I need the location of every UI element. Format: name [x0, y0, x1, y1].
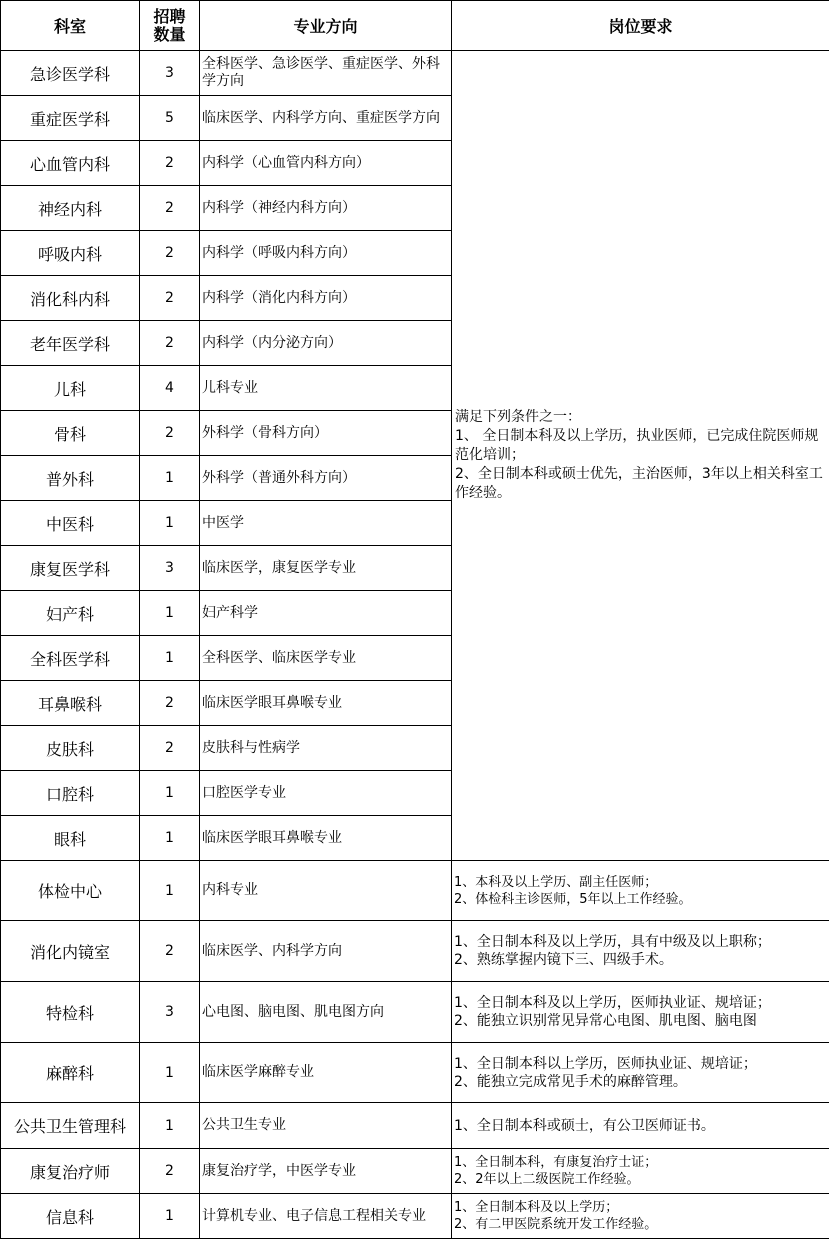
major-cell: 临床医学，康复医学专业 [200, 546, 452, 591]
dept-cell: 公共卫生管理科 [1, 1103, 140, 1149]
table-row [1, 1103, 829, 1149]
header-count-line2: 数量 [140, 26, 199, 44]
count-cell: 1 [140, 771, 200, 816]
requirement-cell: 1、全日制本科及以上学历； 2、有二甲医院系统开发工作经验。 [452, 1194, 829, 1239]
table-row [1, 1043, 829, 1103]
dept-cell: 重症医学科 [1, 96, 140, 141]
count-cell: 2 [140, 1149, 200, 1194]
requirement-cell: 1、全日制本科及以上学历，具有中级及以上职称； 2、熟练掌握内镜下三、四级手术。 [452, 921, 829, 982]
dept-cell: 全科医学科 [1, 636, 140, 681]
count-cell: 1 [140, 501, 200, 546]
count-cell: 1 [140, 591, 200, 636]
header-requirement: 岗位要求 [452, 1, 829, 51]
major-cell: 临床医学眼耳鼻喉专业 [200, 816, 452, 861]
requirement-cell: 1、全日制本科以上学历，医师执业证、规培证； 2、能独立完成常见手术的麻醉管理。 [452, 1043, 829, 1103]
count-cell: 1 [140, 456, 200, 501]
count-cell: 4 [140, 366, 200, 411]
count-cell: 2 [140, 321, 200, 366]
count-cell: 2 [140, 681, 200, 726]
dept-cell: 急诊医学科 [1, 51, 140, 96]
dept-cell: 消化内镜室 [1, 921, 140, 982]
table-row [1, 982, 829, 1043]
header-major: 专业方向 [200, 1, 452, 51]
requirement-cell: 1、全日制本科或硕士，有公卫医师证书。 [452, 1103, 829, 1149]
table-row [1, 1194, 829, 1239]
major-cell: 康复治疗学，中医学专业 [200, 1149, 452, 1194]
count-cell: 1 [140, 1194, 200, 1239]
dept-cell: 普外科 [1, 456, 140, 501]
count-cell: 2 [140, 186, 200, 231]
dept-cell: 神经内科 [1, 186, 140, 231]
dept-cell: 呼吸内科 [1, 231, 140, 276]
major-cell: 外科学（骨科方向） [200, 411, 452, 456]
count-cell: 2 [140, 921, 200, 982]
dept-cell: 麻醉科 [1, 1043, 140, 1103]
dept-cell: 儿科 [1, 366, 140, 411]
count-cell: 1 [140, 1103, 200, 1149]
requirement-cell: 1、本科及以上学历、副主任医师； 2、体检科主诊医师，5年以上工作经验。 [452, 861, 829, 921]
major-cell: 儿科专业 [200, 366, 452, 411]
count-cell: 1 [140, 636, 200, 681]
count-cell: 1 [140, 816, 200, 861]
major-cell: 内科学（神经内科方向） [200, 186, 452, 231]
table-row [1, 51, 829, 96]
requirement-cell: 1、全日制本科，有康复治疗士证； 2、2年以上二级医院工作经验。 [452, 1149, 829, 1194]
major-cell: 内科学（心血管内科方向） [200, 141, 452, 186]
major-cell: 心电图、脑电图、肌电图方向 [200, 982, 452, 1043]
dept-cell: 康复治疗师 [1, 1149, 140, 1194]
count-cell: 3 [140, 51, 200, 96]
count-cell: 1 [140, 1043, 200, 1103]
dept-cell: 特检科 [1, 982, 140, 1043]
dept-cell: 消化科内科 [1, 276, 140, 321]
dept-cell: 信息科 [1, 1194, 140, 1239]
count-cell: 2 [140, 411, 200, 456]
major-cell: 外科学（普通外科方向） [200, 456, 452, 501]
major-cell: 全科医学、临床医学专业 [200, 636, 452, 681]
count-cell: 2 [140, 141, 200, 186]
major-cell: 内科学（消化内科方向） [200, 276, 452, 321]
header-row [1, 1, 829, 51]
dept-cell: 老年医学科 [1, 321, 140, 366]
major-cell: 计算机专业、电子信息工程相关专业 [200, 1194, 452, 1239]
header-count [140, 1, 200, 51]
count-cell: 3 [140, 546, 200, 591]
major-cell: 临床医学、内科学方向、重症医学方向 [200, 96, 452, 141]
dept-cell: 眼科 [1, 816, 140, 861]
header-count-line1: 招聘 [140, 8, 199, 26]
dept-cell: 心血管内科 [1, 141, 140, 186]
count-cell: 2 [140, 276, 200, 321]
requirement-cell: 1、全日制本科及以上学历，医师执业证、规培证； 2、能独立识别常见异常心电图、肌电图、脑电图 [452, 982, 829, 1043]
major-cell: 皮肤科与性病学 [200, 726, 452, 771]
major-cell: 内科专业 [200, 861, 452, 921]
table-row [1, 861, 829, 921]
major-cell: 公共卫生专业 [200, 1103, 452, 1149]
count-cell: 2 [140, 726, 200, 771]
count-cell: 3 [140, 982, 200, 1043]
dept-cell: 体检中心 [1, 861, 140, 921]
count-cell: 1 [140, 861, 200, 921]
major-cell: 中医学 [200, 501, 452, 546]
header-dept: 科室 [1, 1, 140, 51]
dept-cell: 耳鼻喉科 [1, 681, 140, 726]
major-cell: 临床医学麻醉专业 [200, 1043, 452, 1103]
dept-cell: 妇产科 [1, 591, 140, 636]
major-cell: 内科学（内分泌方向） [200, 321, 452, 366]
major-cell: 口腔医学专业 [200, 771, 452, 816]
dept-cell: 口腔科 [1, 771, 140, 816]
major-cell: 内科学（呼吸内科方向） [200, 231, 452, 276]
table-row [1, 1149, 829, 1194]
dept-cell: 骨科 [1, 411, 140, 456]
dept-cell: 皮肤科 [1, 726, 140, 771]
count-cell: 5 [140, 96, 200, 141]
major-cell: 全科医学、急诊医学、重症医学、外科学方向 [200, 51, 452, 96]
major-cell: 临床医学眼耳鼻喉专业 [200, 681, 452, 726]
dept-cell: 康复医学科 [1, 546, 140, 591]
major-cell: 临床医学、内科学方向 [200, 921, 452, 982]
major-cell: 妇产科学 [200, 591, 452, 636]
count-cell: 2 [140, 231, 200, 276]
shared-requirement-cell: 满足下列条件之一： 1、 全日制本科及以上学历，执业医师，已完成住院医师规范化培训； 2、全日制本科或硕士优先，主治医师，3年以上相关科室工作经验。 [452, 51, 829, 861]
dept-cell: 中医科 [1, 501, 140, 546]
table-row [1, 921, 829, 982]
